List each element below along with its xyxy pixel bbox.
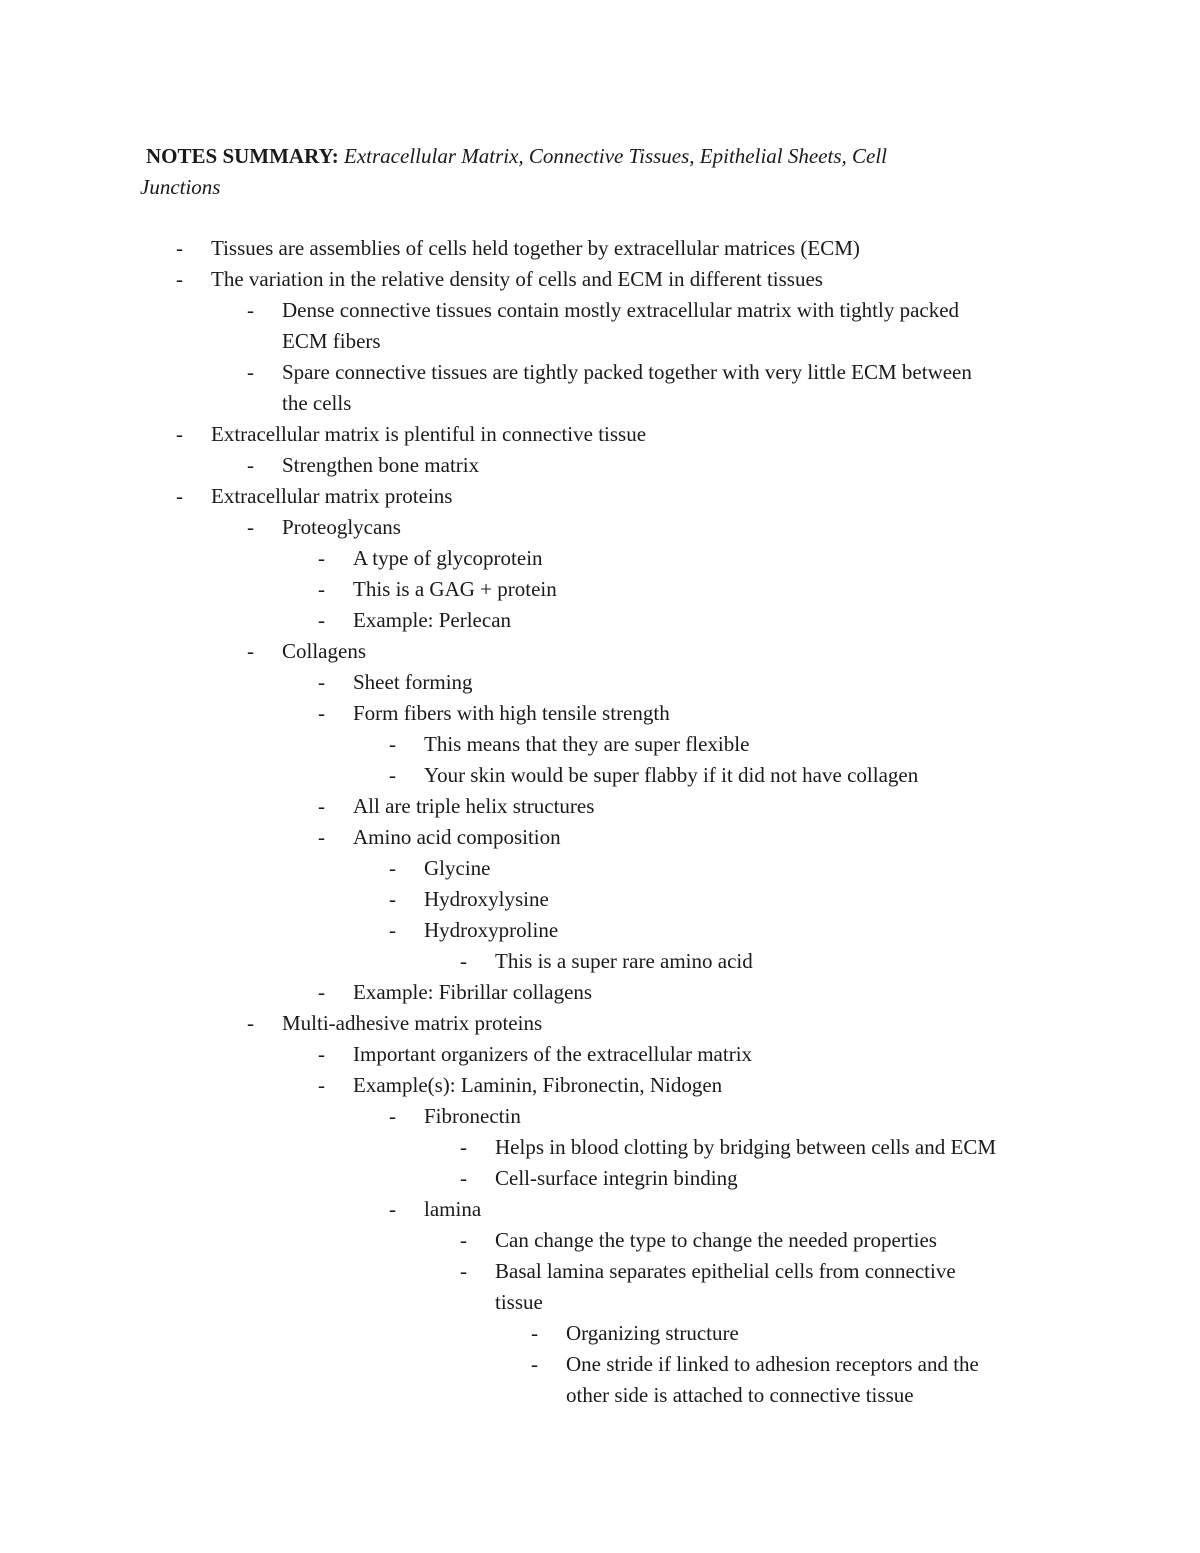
bullet-dash: - (389, 763, 396, 787)
bullet-dash: - (318, 608, 325, 632)
list-item-text: Important organizers of the extracellular matrix (353, 1042, 753, 1066)
bullet-dash: - (247, 1011, 254, 1035)
bullet-dash: - (247, 298, 254, 322)
bullet-dash: - (176, 267, 183, 291)
list-item-text: Spare connective tissues are tightly packed together with very little ECM between (282, 360, 972, 384)
list-item-text: Collagens (282, 639, 366, 663)
list-item-text-continued: ECM fibers (282, 329, 381, 353)
bullet-dash: - (389, 918, 396, 942)
list-item-text: Glycine (424, 856, 491, 880)
list-item-text-continued: other side is attached to connective tissue (566, 1383, 914, 1407)
bullet-dash: - (460, 1135, 467, 1159)
list-item-text: Example: Fibrillar collagens (353, 980, 593, 1004)
bullet-dash: - (318, 1073, 325, 1097)
bullet-dash: - (247, 453, 254, 477)
list-item-text: Extracellular matrix proteins (211, 484, 453, 508)
bullet-dash: - (318, 1042, 325, 1066)
bullet-dash: - (318, 701, 325, 725)
list-item-text-continued: tissue (495, 1290, 543, 1314)
bullet-dash: - (389, 1104, 396, 1128)
list-item-text: Fibronectin (424, 1104, 521, 1128)
bullet-dash: - (460, 1259, 467, 1283)
list-item-text: Cell-surface integrin binding (495, 1166, 738, 1190)
bullet-dash: - (460, 949, 467, 973)
title-topics-continued: Junctions (140, 175, 221, 199)
bullet-dash: - (247, 360, 254, 384)
page-title (140, 141, 1020, 203)
list-item-text: Hydroxyproline (424, 918, 559, 942)
list-item-text: A type of glycoprotein (353, 546, 543, 570)
list-item-text: Organizing structure (566, 1321, 739, 1345)
list-item-text: Hydroxylysine (424, 887, 549, 911)
list-item-text: lamina (424, 1197, 482, 1221)
list-item-text: Strengthen bone matrix (282, 453, 480, 477)
bullet-dash: - (389, 1197, 396, 1221)
bullet-dash: - (318, 980, 325, 1004)
list-item-text: The variation in the relative density of cells and ECM in different tissues (211, 267, 823, 291)
list-item-text: Your skin would be super flabby if it did not have collagen (424, 763, 919, 787)
title-topics: Extracellular Matrix, Connective Tissues, Epithelial Sheets, Cell (344, 144, 888, 168)
list-item-text: Form fibers with high tensile strength (353, 701, 670, 725)
list-item-text: Sheet forming (353, 670, 473, 694)
list-item-text: Amino acid composition (353, 825, 561, 849)
list-item-text-continued: the cells (282, 391, 352, 415)
list-item-text: Basal lamina separates epithelial cells from connective (495, 1259, 956, 1283)
list-item-text: This is a GAG + protein (353, 577, 557, 601)
bullet-dash: - (318, 670, 325, 694)
bullet-dash: - (460, 1228, 467, 1252)
list-item-text: Example: Perlecan (353, 608, 512, 632)
bullet-dash: - (318, 546, 325, 570)
bullet-dash: - (389, 732, 396, 756)
list-item-text: Extracellular matrix is plentiful in connective tissue (211, 422, 647, 446)
list-item-text: This means that they are super flexible (424, 732, 750, 756)
bullet-dash: - (247, 639, 254, 663)
list-item-text: Dense connective tissues contain mostly extracellular matrix with tightly packed (282, 298, 960, 322)
list-item-text: Tissues are assemblies of cells held together by extracellular matrices (ECM) (211, 236, 860, 260)
bullet-dash: - (531, 1321, 538, 1345)
bullet-dash: - (176, 484, 183, 508)
bullet-dash: - (318, 825, 325, 849)
title-label: NOTES SUMMARY: (146, 144, 339, 168)
list-item-text: One stride if linked to adhesion receptors and the (566, 1352, 979, 1376)
bullet-dash: - (389, 856, 396, 880)
bullet-dash: - (176, 236, 183, 260)
bullet-dash: - (247, 515, 254, 539)
bullet-dash: - (318, 794, 325, 818)
bullet-dash: - (176, 422, 183, 446)
bullet-dash: - (318, 577, 325, 601)
list-item-text: Can change the type to change the needed properties (495, 1228, 937, 1252)
list-item-text: This is a super rare amino acid (495, 949, 753, 973)
bullet-dash: - (389, 887, 396, 911)
list-item-text: Proteoglycans (282, 515, 401, 539)
bullet-dash: - (531, 1352, 538, 1376)
list-item-text: Example(s): Laminin, Fibronectin, Nidogen (353, 1073, 723, 1097)
list-item-text: Helps in blood clotting by bridging between cells and ECM (495, 1135, 997, 1159)
list-item-text: Multi-adhesive matrix proteins (282, 1011, 543, 1035)
list-item-text: All are triple helix structures (353, 794, 595, 818)
bullet-dash: - (460, 1166, 467, 1190)
